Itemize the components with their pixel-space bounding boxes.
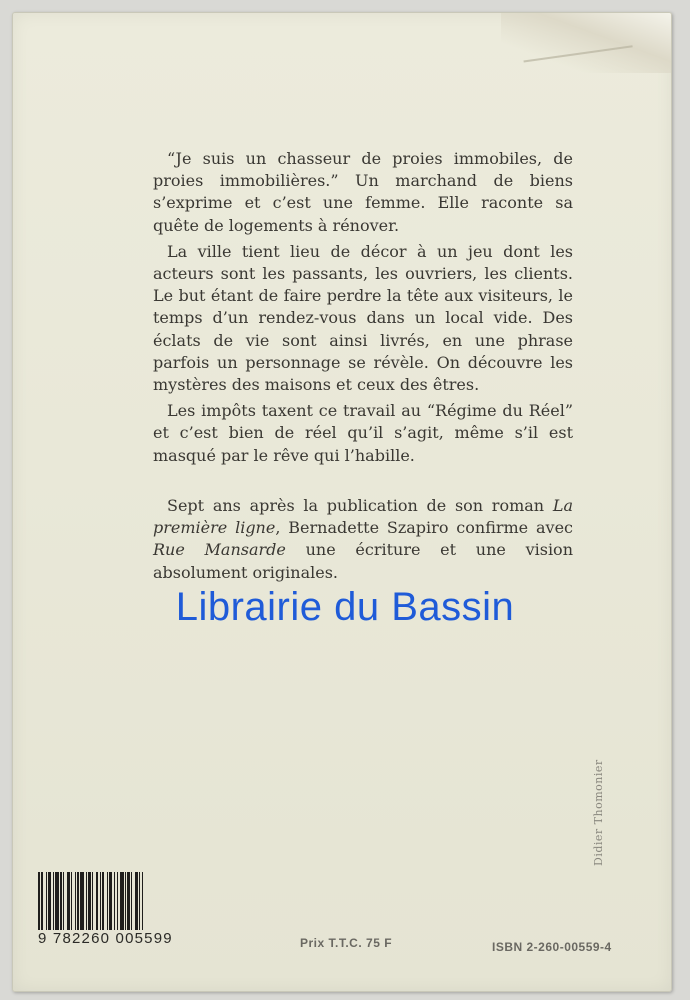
watermark-text: Librairie du Bassin bbox=[175, 585, 515, 629]
barcode-digits: 9 782260 005599 bbox=[38, 930, 173, 947]
worn-corner-texture bbox=[501, 13, 671, 73]
barcode bbox=[38, 872, 206, 947]
blurb-paragraph-2: La ville tient lieu de décor à un jeu dont les acteurs sont les passants, les ouvriers, les clients. Le but étant de faire perdre la tête aux visiteurs, le temps d’un rendez-vous dans un local vide. Des éclats de vie sont ainsi livrés, en une phrase parfois un personnage se révèle. On découvre les mystères des maisons et ceux des êtres. bbox=[153, 241, 573, 395]
isbn-label: ISBN 2-260-00559-4 bbox=[492, 940, 612, 954]
blurb-paragraph-3: Les impôts taxent ce travail au “Régime du Réel” et c’est bien de réel qu’il s’agit, même s’il est masqué par le rêve qui l’habille. bbox=[153, 401, 573, 465]
author-note-part-1: Sept ans après la publication de son roman bbox=[167, 496, 553, 515]
author-note bbox=[153, 495, 573, 584]
book-back-cover bbox=[12, 12, 672, 992]
blurb-paragraph-1: “Je suis un chasseur de proies immobiles, de proies immobilières.” Un marchand de biens s’exprime et c’est une femme. Elle raconte sa quête de logements à rénover. bbox=[153, 149, 573, 235]
publisher-name: Didier Thomonier bbox=[592, 759, 605, 866]
author-note-part-3: une écriture et une vision absolument originales. bbox=[153, 540, 573, 582]
book-title-la-premiere-ligne: La première ligne bbox=[153, 496, 573, 538]
back-cover-blurb bbox=[153, 148, 573, 471]
barcode-bars bbox=[38, 872, 206, 930]
book-title-rue-mansarde: Rue Mansarde bbox=[153, 540, 286, 560]
author-note-part-2: , Bernadette Szapiro confirme avec bbox=[275, 518, 574, 538]
price-label: Prix T.T.C. 75 F bbox=[300, 936, 393, 950]
barcode-bar bbox=[143, 872, 144, 930]
